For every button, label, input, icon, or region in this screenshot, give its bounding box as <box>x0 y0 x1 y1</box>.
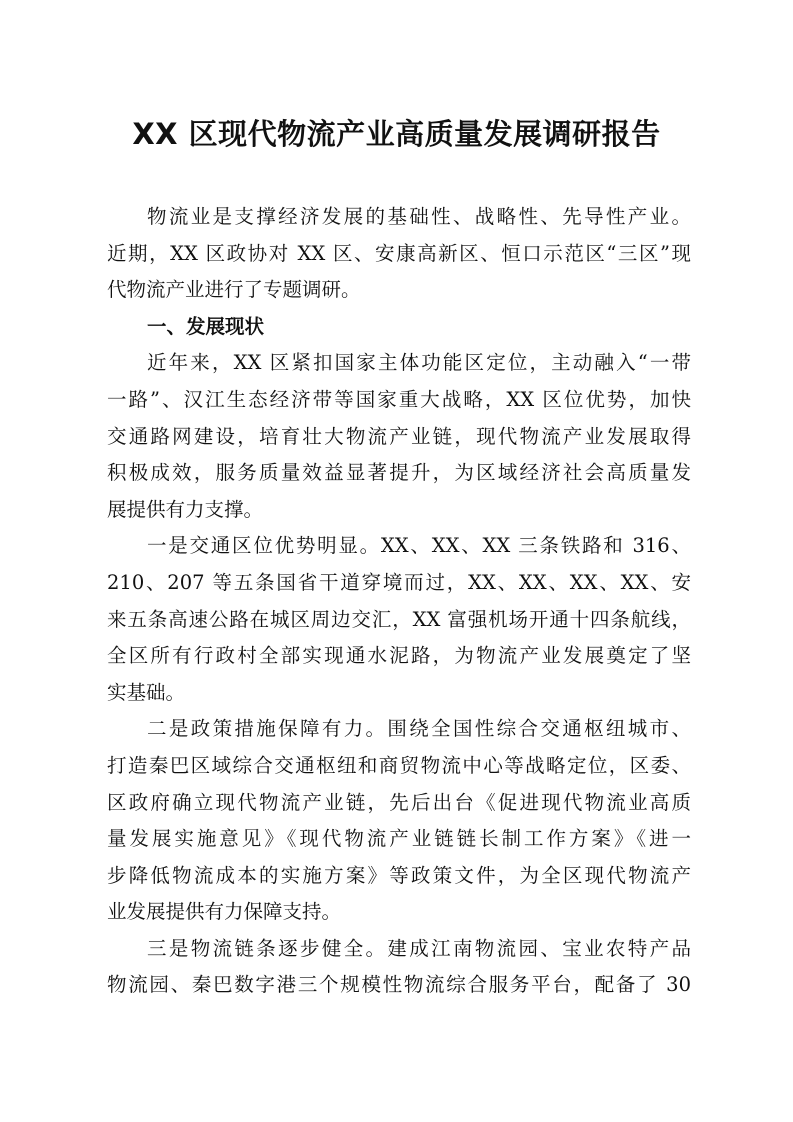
paragraph-line: 区政府确立现代物流产业链，先后出台《促进现代物流业高质 <box>107 790 691 814</box>
paragraph-line <box>107 528 691 565</box>
paragraph-text: 政策措施保障有力。围绕全国性综合交通枢纽城市、 <box>190 717 691 741</box>
paragraph-line: 实基础。 <box>107 680 186 704</box>
paragraph-line: 交通路网建设，培育壮大物流产业链，现代物流产业发展取得 <box>107 424 691 448</box>
paragraph-line: 物流园、秦巴数字港三个规模性物流综合服务平台，配备了 30 <box>107 973 691 997</box>
bold-lead: 二是 <box>147 717 191 741</box>
paragraph-line: 量发展实施意见》《现代物流产业链链长制工作方案》《进一 <box>107 827 691 851</box>
document-title: XX 区现代物流产业高质量发展调研报告 <box>132 117 661 151</box>
paragraph-text: 交通区位优势明显。XX、XX、XX 三条铁路和 316、 <box>189 534 691 558</box>
paragraph-line: 业发展提供有力保障支持。 <box>107 900 342 924</box>
section-heading: 一、发展现状 <box>147 314 265 338</box>
paragraph-line: 来五条高速公路在城区周边交汇，XX 富强机场开通十四条航线， <box>107 607 691 631</box>
bold-lead: 三是 <box>147 936 191 960</box>
paragraph-line <box>107 931 691 968</box>
paragraph-line: 近年来，XX 区紧扣国家主体功能区定位，主动融入“一带 <box>147 351 691 375</box>
paragraph-line: 物流业是支撑经济发展的基础性、战略性、先导性产业。 <box>147 205 691 228</box>
paragraph-line: 展提供有力支撑。 <box>107 497 264 521</box>
paragraph-line: 近期，XX 区政协对 XX 区、安康高新区、恒口示范区“三区”现 <box>107 241 691 265</box>
paragraph-line: 步降低物流成本的实施方案》等政策文件，为全区现代物流产 <box>107 863 691 887</box>
paragraph-line: 打造秦巴区域综合交通枢纽和商贸物流中心等战略定位，区委、 <box>107 753 691 777</box>
paragraph-line: 积极成效，服务质量效益显著提升，为区域经济社会高质量发 <box>107 461 691 485</box>
paragraph-line: 一路”、汉江生态经济带等国家重大战略，XX 区位优势，加快 <box>107 387 691 411</box>
paragraph-line: 210、207 等五条国省干道穿境而过，XX、XX、XX、XX、安 <box>107 570 691 594</box>
document-body <box>107 199 691 1004</box>
bold-lead: 一是 <box>147 534 190 558</box>
paragraph-line: 全区所有行政村全部实现通水泥路，为物流产业发展奠定了坚 <box>107 644 691 668</box>
paragraph-line: 代物流产业进行了专题调研。 <box>107 278 361 302</box>
paragraph-line <box>107 711 691 748</box>
paragraph-text: 物流链条逐步健全。建成江南物流园、宝业农特产品 <box>190 936 691 960</box>
